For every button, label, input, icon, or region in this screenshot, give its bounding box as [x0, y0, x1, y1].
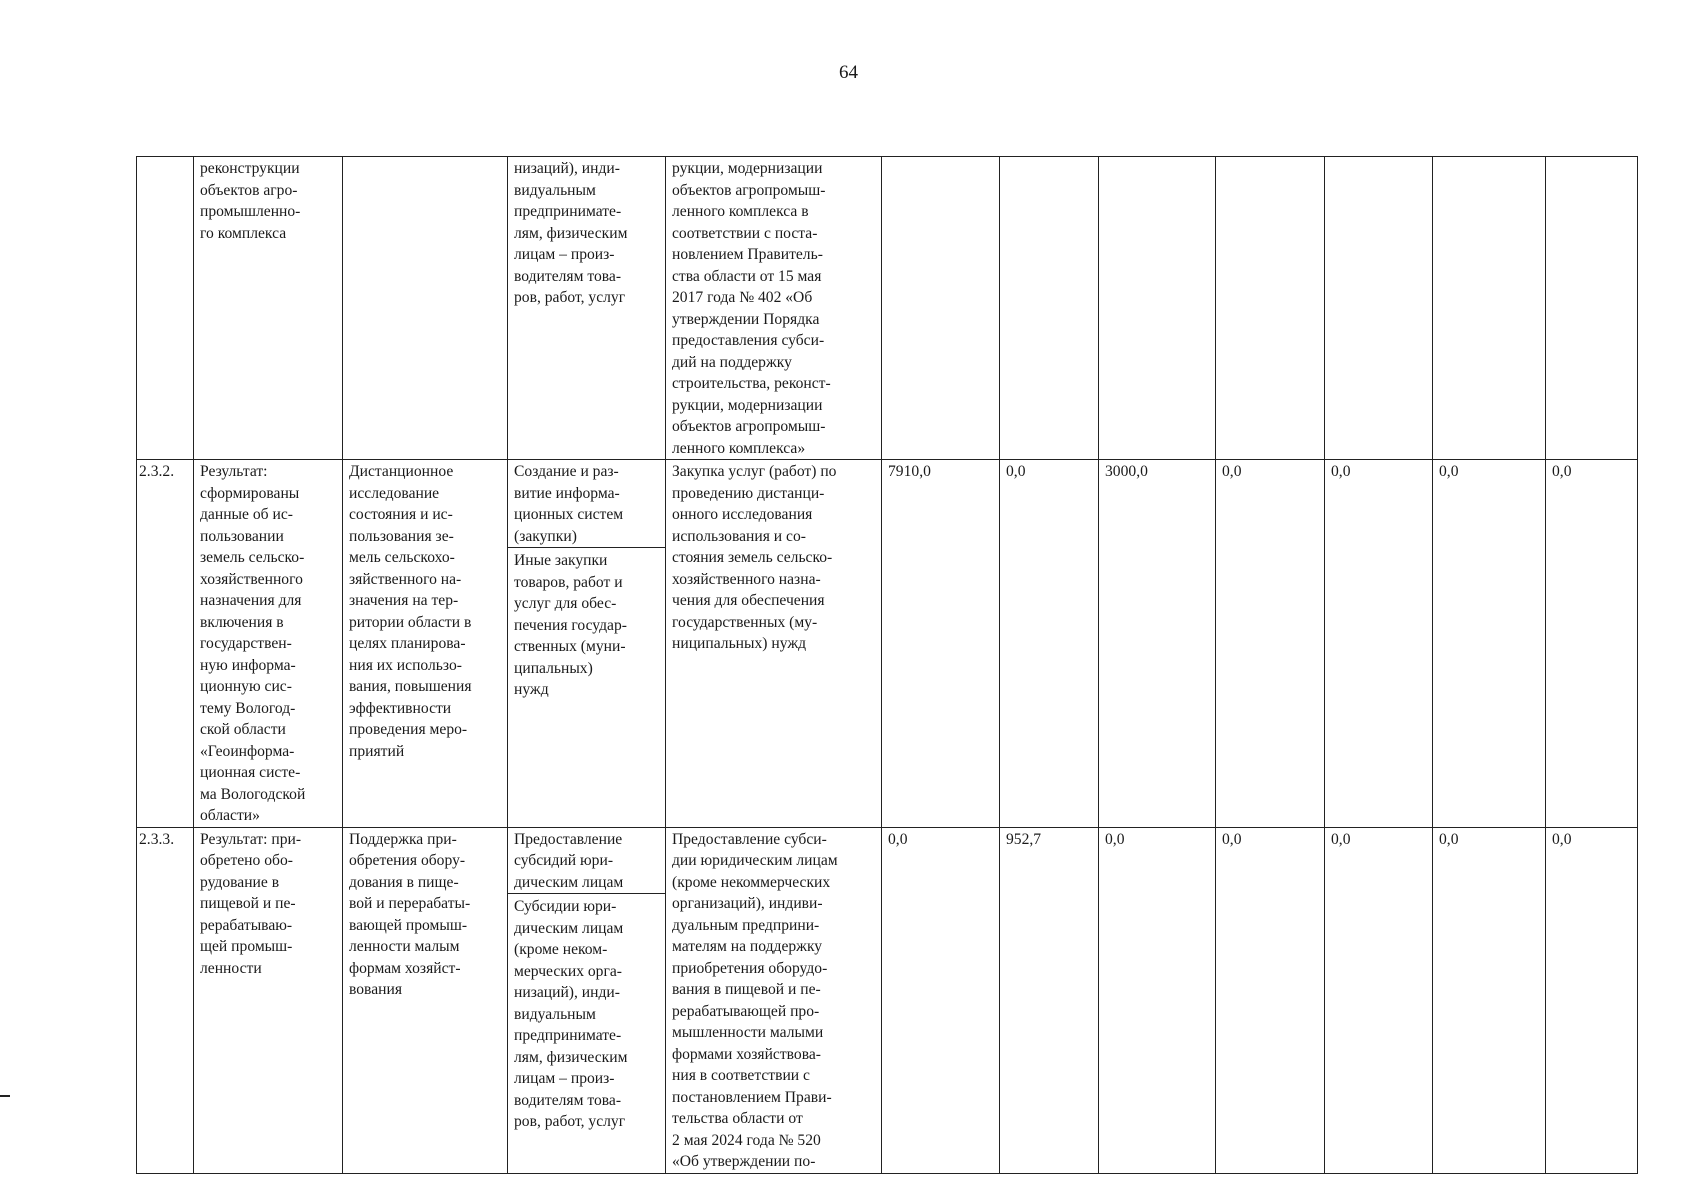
cell-text-line: низаций), инди- — [514, 160, 620, 177]
funding-main-block — [508, 461, 665, 548]
cell-text-line: «Геоинформа- — [200, 742, 295, 760]
cell-text-line: стояния земель сельско- — [672, 549, 833, 566]
cell-text-line: вающей промыш- — [349, 916, 468, 934]
cell-text-line: Дистанционное — [349, 463, 454, 480]
funding-sub-block — [514, 896, 659, 1133]
cell-text-line: ров, работ, услуг — [514, 289, 626, 306]
value-cell: 0,0 — [1325, 827, 1433, 1173]
table-row — [137, 157, 1638, 460]
cell-text-line: сформированы — [200, 484, 300, 502]
cell-text-line: мель сельскохо- — [349, 549, 455, 566]
cell-text-line: проведению дистанци- — [672, 484, 825, 502]
cell-text-line: данные об ис- — [200, 506, 293, 523]
cell-text-line: ской области — [200, 721, 286, 738]
event-cell — [343, 157, 508, 460]
result-cell — [194, 827, 343, 1173]
cell-text-line: Закупка услуг (работ) по — [672, 463, 837, 480]
funding-main-block — [508, 829, 665, 895]
cell-text-line: ния в соответствии с — [672, 1067, 810, 1084]
cell-text-line: ную информа- — [200, 656, 296, 674]
cell-text-line: вой и перерабаты- — [349, 895, 471, 912]
cell-text-line: дическим лицам — [514, 919, 624, 937]
cell-text-line: онного исследования — [672, 506, 813, 523]
table-row — [137, 827, 1638, 1173]
cell-text-line: вования — [349, 981, 402, 998]
cell-text-line: формами хозяйствова- — [672, 1045, 821, 1063]
cell-text-line: лям, физическим — [514, 224, 628, 242]
cell-text-line: рудование в — [200, 873, 280, 891]
result-cell — [194, 460, 343, 828]
cell-text-line: хозяйственного назна- — [672, 570, 821, 588]
cell-text-line: предоставления субси- — [672, 332, 825, 349]
cell-text-line: предпринимате- — [514, 203, 622, 220]
cell-text-line: лям, физическим — [514, 1048, 628, 1066]
cell-text-line: государствен- — [200, 635, 292, 652]
cell-text-line: дий на поддержку — [672, 353, 792, 371]
cell-text-line: ров, работ, услуг — [514, 1113, 626, 1130]
cell-text-line: видуальным — [514, 1005, 596, 1023]
cell-text-line: обретения обору- — [349, 852, 466, 869]
cell-text-line: значения на тер- — [349, 592, 459, 609]
cell-text-line: 2.3.2. — [139, 463, 175, 480]
cell-text-line: дии юридическим лицам — [672, 852, 838, 869]
cell-text-line: нужд — [514, 681, 549, 698]
cell-text-line: низаций), инди- — [514, 984, 620, 1001]
cell-text-line: дическим лицам — [514, 873, 624, 891]
cell-text-line: организаций), индиви- — [672, 895, 823, 912]
cell-text-line: 2.3.3. — [139, 830, 175, 848]
value-cell: 0,0 — [1325, 460, 1433, 828]
cell-text-line: земель сельско- — [200, 549, 305, 566]
cell-text-line: области» — [200, 807, 260, 824]
cell-text-line: лицам – произ- — [514, 1070, 615, 1087]
page-number: 64 — [839, 62, 858, 83]
cell-text-line: ленного комплекса» — [672, 439, 806, 457]
cell-text-line: печения государ- — [514, 616, 627, 634]
value-cell — [1546, 157, 1638, 460]
cell-text-line: ниципальных) нужд — [672, 635, 807, 652]
cell-text-line: щей промыш- — [200, 938, 293, 955]
cell-text-line: обретено обо- — [200, 852, 293, 869]
cell-text-line: мерческих орга- — [514, 962, 622, 980]
cell-text-line: лицам – произ- — [514, 246, 615, 263]
value-cell: 3000,0 — [1099, 460, 1216, 828]
cell-text-line: Создание и раз- — [514, 463, 619, 480]
cell-text-line: объектов агропромыш- — [672, 418, 826, 435]
cell-text-line: водителям това- — [514, 267, 622, 285]
cell-text-line: дуальным предприни- — [672, 916, 820, 934]
cell-text-line: Поддержка при- — [349, 830, 457, 848]
cell-text-line: чения для обеспечения — [672, 592, 825, 609]
cell-text-line: реконструкции — [200, 160, 300, 177]
cell-text-line: Предоставление — [514, 830, 623, 848]
cell-text-line: приобретения оборудо- — [672, 959, 828, 977]
row-number-cell — [137, 827, 194, 1173]
cell-text-line: постановлением Прави- — [672, 1088, 832, 1106]
cell-text-line: Результат: — [200, 463, 268, 480]
result-cell — [194, 157, 343, 460]
cell-text-line: услуг для обес- — [514, 595, 617, 612]
cell-text-line: мателям на поддержку — [672, 938, 823, 955]
description-cell — [666, 157, 882, 460]
cell-text-line: (закупки) — [514, 527, 577, 545]
event-cell — [343, 827, 508, 1173]
margin-mark — [0, 1095, 10, 1097]
value-cell — [1216, 157, 1325, 460]
cell-text-line: тельства области от — [672, 1110, 803, 1127]
description-cell — [666, 827, 882, 1173]
cell-text-line: ленности — [200, 959, 262, 977]
cell-text-line: включения в — [200, 613, 284, 631]
table-body — [137, 157, 1638, 1174]
cell-text-line: использования и со- — [672, 527, 806, 545]
cell-text-line: ционную сис- — [200, 678, 292, 695]
cell-text-line: ленности малым — [349, 938, 460, 955]
cell-text-line: вания, повышения — [349, 678, 472, 695]
value-cell: 0,0 — [1216, 827, 1325, 1173]
cell-text-line: Субсидии юри- — [514, 898, 617, 915]
value-cell — [1000, 157, 1099, 460]
value-cell: 0,0 — [882, 827, 1000, 1173]
cell-text-line: эффективности — [349, 699, 452, 717]
cell-text-line: ства области от 15 мая — [672, 267, 822, 285]
value-cell: 0,0 — [1000, 460, 1099, 828]
cell-text-line: (кроме неком- — [514, 941, 608, 958]
cell-text-line: объектов агро- — [200, 181, 298, 199]
cell-text-line: пользовании — [200, 527, 284, 545]
cell-text-line: 2 мая 2024 года № 520 — [672, 1131, 821, 1149]
cell-text-line: ционная систе- — [200, 764, 301, 781]
cell-text-line: назначения для — [200, 592, 302, 609]
cell-text-line: Иные закупки — [514, 552, 608, 569]
cell-text-line: зяйственного на- — [349, 570, 462, 588]
value-cell: 7910,0 — [882, 460, 1000, 828]
cell-text-line: дования в пище- — [349, 873, 459, 891]
cell-text-line: рерабатываю- — [200, 916, 293, 934]
cell-text-line: ма Вологодской — [200, 785, 306, 803]
value-cell — [1099, 157, 1216, 460]
value-cell: 0,0 — [1216, 460, 1325, 828]
cell-text-line: государственных (му- — [672, 613, 818, 631]
funding-type-cell — [508, 827, 666, 1173]
row-number-cell — [137, 157, 194, 460]
cell-text-line: пищевой и пе- — [200, 895, 296, 912]
cell-text-line: приятий — [349, 742, 405, 760]
cell-text-line: ритории области в — [349, 613, 472, 631]
cell-text-line: утверждении Порядка — [672, 310, 820, 328]
event-cell — [343, 460, 508, 828]
cell-text-line: мышленности малыми — [672, 1024, 824, 1041]
cell-text-line: видуальным — [514, 181, 596, 199]
cell-text-line: состояния и ис- — [349, 506, 453, 523]
funding-sub-block — [514, 550, 659, 701]
cell-text-line: Результат: при- — [200, 830, 302, 848]
cell-text-line: формам хозяйст- — [349, 959, 461, 977]
cell-text-line: «Об утверждении по- — [672, 1153, 816, 1170]
value-cell: 0,0 — [1546, 460, 1638, 828]
cell-text-line: ципальных) — [514, 659, 593, 677]
cell-text-line: целях планирова- — [349, 635, 466, 652]
cell-text-line: пользования зе- — [349, 527, 454, 545]
cell-text-line: вания в пищевой и пе- — [672, 981, 821, 998]
cell-text-line: ленного комплекса в — [672, 203, 809, 220]
cell-text-line: строительства, реконст- — [672, 375, 831, 392]
cell-text-line: го комплекса — [200, 224, 287, 242]
cell-text-line: рерабатывающей про- — [672, 1002, 820, 1020]
cell-text-line: исследование — [349, 484, 440, 502]
cell-text-line: ния их использо- — [349, 656, 462, 674]
cell-text-line: соответствии с поста- — [672, 224, 818, 242]
value-cell — [1433, 157, 1546, 460]
table-row — [137, 460, 1638, 828]
funding-type-cell — [508, 460, 666, 828]
cell-text-line: товаров, работ и — [514, 573, 623, 591]
value-cell: 952,7 — [1000, 827, 1099, 1173]
row-number-cell — [137, 460, 194, 828]
cell-text-line: предпринимате- — [514, 1027, 622, 1044]
funding-type-cell — [508, 157, 666, 460]
description-cell — [666, 460, 882, 828]
cell-text-line: рукции, модернизации — [672, 160, 823, 177]
cell-text-line: ственных (муни- — [514, 638, 626, 655]
cell-text-line: новлением Правитель- — [672, 246, 823, 263]
value-cell: 0,0 — [1546, 827, 1638, 1173]
cell-text-line: ционных систем — [514, 506, 624, 523]
cell-text-line: тему Вологод- — [200, 699, 296, 717]
program-table — [136, 156, 1638, 1174]
value-cell: 0,0 — [1099, 827, 1216, 1173]
cell-text-line: (кроме некоммерческих — [672, 873, 831, 891]
cell-text-line: рукции, модернизации — [672, 396, 823, 414]
value-cell: 0,0 — [1433, 827, 1546, 1173]
value-cell — [882, 157, 1000, 460]
cell-text-line: проведения меро- — [349, 721, 468, 738]
value-cell — [1325, 157, 1433, 460]
cell-text-line: водителям това- — [514, 1091, 622, 1109]
cell-text-line: объектов агропромыш- — [672, 181, 826, 199]
cell-text-line: витие информа- — [514, 484, 620, 502]
value-cell: 0,0 — [1433, 460, 1546, 828]
cell-text-line: 2017 года № 402 «Об — [672, 289, 813, 306]
cell-text-line: промышленно- — [200, 203, 301, 220]
cell-text-line: хозяйственного — [200, 570, 303, 588]
cell-text-line: Предоставление субси- — [672, 830, 827, 848]
cell-text-line: субсидий юри- — [514, 852, 614, 869]
